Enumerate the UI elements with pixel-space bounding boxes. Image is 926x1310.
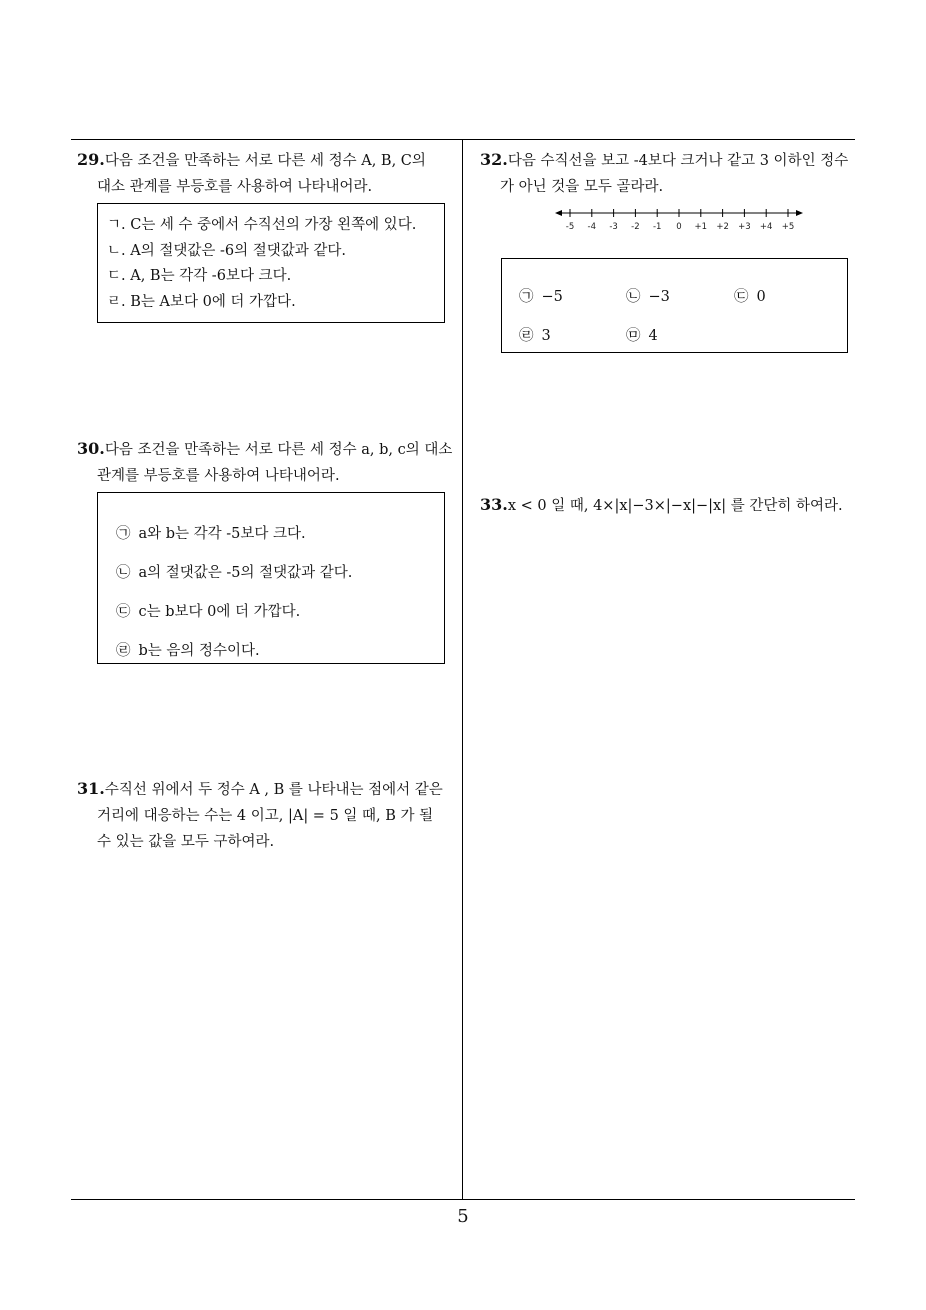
- number-line-label: +3: [738, 222, 751, 232]
- question-text: 다음 조건을 만족하는 서로 다른 세 정수 a, b, c의 대소: [104, 442, 453, 458]
- condition-text: c는 b보다 0에 더 가깝다.: [138, 604, 301, 620]
- choice-value: 3: [541, 328, 551, 344]
- circled-mark: ㉠: [116, 526, 131, 542]
- question-29: [77, 147, 457, 200]
- number-line-label: +2: [716, 222, 729, 232]
- bottom-rule: [71, 1199, 855, 1200]
- question-number: 33.: [480, 495, 508, 514]
- question-31-line1: [77, 776, 457, 803]
- circled-mark: ㉡: [626, 289, 641, 305]
- choice-value: −3: [648, 289, 670, 305]
- choice-value: 0: [756, 289, 766, 305]
- right-arrow-icon: [796, 210, 803, 216]
- number-line-label: +1: [694, 222, 708, 232]
- number-line-label: -5: [565, 222, 575, 232]
- circled-mark: ㉣: [519, 328, 534, 344]
- question-32: [480, 147, 860, 200]
- question-30-line1: [77, 436, 457, 463]
- condition-item: [116, 515, 444, 554]
- page-number: 5: [457, 1206, 469, 1227]
- number-line-label: -4: [587, 222, 597, 232]
- condition-text: a와 b는 각각 -5보다 크다.: [138, 526, 306, 542]
- condition-text: b는 음의 정수이다.: [138, 643, 260, 659]
- circled-mark: ㉡: [116, 565, 131, 581]
- left-arrow-icon: [555, 210, 562, 216]
- question-31: [77, 776, 457, 855]
- choice-item: [626, 324, 658, 345]
- circled-mark: ㉣: [116, 643, 131, 659]
- question-text: x < 0 일 때, 4×|x|−3×|−x|−|x| 를 간단히 하여라.: [507, 498, 843, 514]
- question-number: 30.: [77, 439, 105, 458]
- circled-mark: ㉤: [626, 328, 641, 344]
- question-number: 31.: [77, 779, 105, 798]
- number-line-label: 0: [676, 222, 682, 232]
- question-32-choices-box: [501, 258, 848, 353]
- question-text: 다음 조건을 만족하는 서로 다른 세 정수 A, B, C의: [104, 153, 426, 169]
- condition-item: ㄴ. A의 절댓값은 -6의 절댓값과 같다.: [107, 242, 346, 259]
- question-30: [77, 436, 457, 489]
- question-number: 32.: [480, 150, 508, 169]
- choice-item: [734, 285, 766, 306]
- circled-mark: ㉢: [116, 604, 131, 620]
- question-31-line2: 거리에 대응하는 수는 4 이고, |A| = 5 일 때, B 가 될: [97, 808, 434, 824]
- choice-value: 4: [648, 328, 658, 344]
- top-rule: [71, 139, 855, 140]
- question-31-line3: 수 있는 값을 모두 구하여라.: [97, 834, 275, 850]
- condition-item: ㄱ. C는 세 수 중에서 수직선의 가장 왼쪽에 있다.: [107, 217, 417, 233]
- question-29-conditions-box: [97, 203, 445, 323]
- condition-item: ㄷ. A, B는 각각 -6보다 크다.: [107, 268, 292, 284]
- condition-item: ㄹ. B는 A보다 0에 더 가깝다.: [107, 293, 296, 310]
- condition-text: a의 절댓값은 -5의 절댓값과 같다.: [138, 565, 353, 581]
- question-32-line1: [480, 147, 860, 174]
- question-text: 다음 수직선을 보고 -4보다 크거나 같고 3 이하인 정수: [507, 153, 849, 169]
- question-33: [480, 492, 860, 519]
- column-divider: [462, 139, 463, 1200]
- choice-item: [519, 324, 551, 345]
- number-line-label: -2: [631, 222, 640, 232]
- question-29-line2: 대소 관계를 부등호를 사용하여 나타내어라.: [97, 179, 373, 195]
- number-line-label: -1: [652, 222, 662, 232]
- number-line-label: +5: [781, 222, 795, 232]
- condition-item: [116, 632, 444, 671]
- question-33-line1: [480, 492, 860, 519]
- circled-mark: ㉢: [734, 289, 749, 305]
- question-29-line1: [77, 147, 457, 174]
- question-text: 수직선 위에서 두 정수 A , B 를 나타내는 점에서 같은: [104, 782, 443, 798]
- condition-item: [116, 554, 444, 593]
- choice-item: [626, 285, 670, 306]
- number-line-label: +4: [759, 222, 773, 232]
- circled-mark: ㉠: [519, 289, 534, 305]
- question-32-line2: 가 아닌 것을 모두 골라라.: [500, 179, 664, 195]
- question-30-conditions-box: [97, 492, 445, 664]
- number-line-label: -3: [609, 222, 618, 232]
- condition-item: [116, 593, 444, 632]
- choice-value: −5: [541, 289, 563, 305]
- question-30-line2: 관계를 부등호를 사용하여 나타내어라.: [97, 468, 340, 484]
- choice-item: [519, 285, 563, 306]
- number-line-figure: [550, 203, 810, 237]
- question-number: 29.: [77, 150, 105, 169]
